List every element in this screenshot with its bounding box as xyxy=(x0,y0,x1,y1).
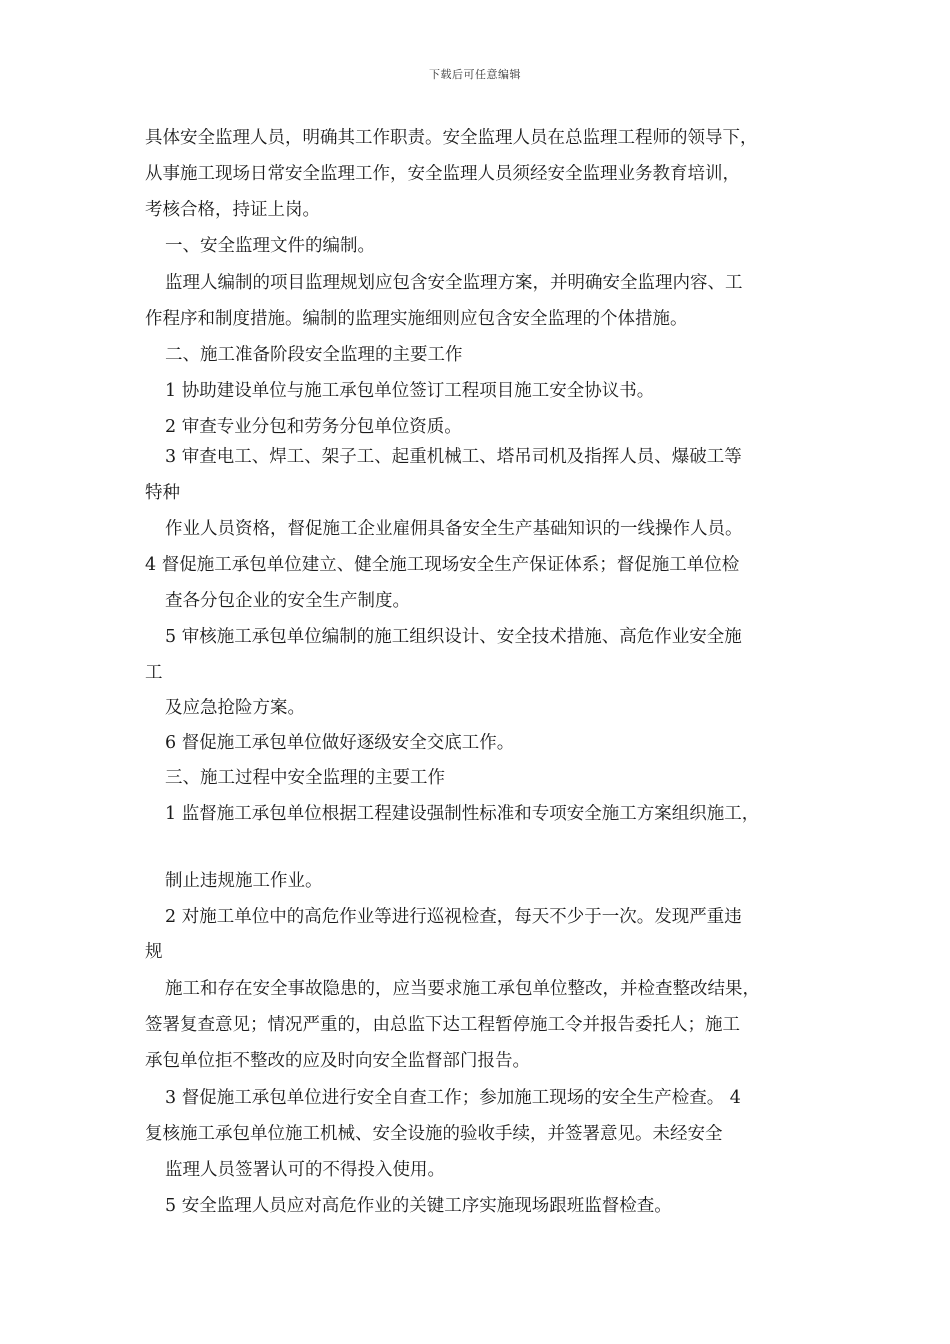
list-item-3-3: 3 督促施工承包单位进行安全自查工作；参加施工现场的安全生产检查。 4 xyxy=(165,1088,741,1108)
list-item-3-2-wrap: 规 xyxy=(145,942,163,962)
page-header: 下载后可任意编辑 xyxy=(429,68,521,81)
section-heading-3: 三、施工过程中安全监理的主要工作 xyxy=(165,768,445,788)
list-item-3-2-cont-3: 承包单位拒不整改的应及时向安全监督部门报告。 xyxy=(145,1051,530,1071)
list-item-3-2: 2 对施工单位中的高危作业等进行巡视检查，每天不少于一次。发现严重违 xyxy=(165,907,742,927)
list-item-3-5: 5 安全监理人员应对高危作业的关键工序实施现场跟班监督检查。 xyxy=(165,1196,672,1216)
list-item-2-3-wrap: 特种 xyxy=(145,483,180,503)
list-item-2-3-cont: 作业人员资格，督促施工企业雇佣具备安全生产基础知识的一线操作人员。 xyxy=(165,519,743,539)
list-item-2-5-cont: 及应急抢险方案。 xyxy=(165,698,305,718)
text-line-1: 具体安全监理人员，明确其工作职责。安全监理人员在总监理工程师的领导下， xyxy=(145,128,758,148)
section-heading-1: 一、安全监理文件的编制。 xyxy=(165,236,375,256)
list-item-3-1: 1 监督施工承包单位根据工程建设强制性标准和专项安全施工方案组织施工， xyxy=(165,804,760,824)
list-item-2-6: 6 督促施工承包单位做好逐级安全交底工作。 xyxy=(165,733,515,753)
list-item-3-4-cont: 监理人员签署认可的不得投入使用。 xyxy=(165,1160,445,1180)
list-item-3-1-cont: 制止违规施工作业。 xyxy=(165,871,323,891)
text-line-2: 从事施工现场日常安全监理工作，安全监理人员须经安全监理业务教育培训， xyxy=(145,164,740,184)
list-item-2-1: 1 协助建设单位与施工承包单位签订工程项目施工安全协议书。 xyxy=(165,381,655,401)
list-item-3-2-cont: 施工和存在安全事故隐患的，应当要求施工承包单位整改，并检查整改结果， xyxy=(165,979,760,999)
text-line-3: 考核合格，持证上岗。 xyxy=(145,200,320,220)
list-item-3-2-cont-2: 签署复查意见；情况严重的，由总监下达工程暂停施工令并报告委托人；施工 xyxy=(145,1015,740,1035)
list-item-2-2: 2 审查专业分包和劳务分包单位资质。 xyxy=(165,417,462,437)
text-line-5: 监理人编制的项目监理规划应包含安全监理方案，并明确安全监理内容、工 xyxy=(165,273,743,293)
list-item-2-4: 4 督促施工承包单位建立、健全施工现场安全生产保证体系；督促施工单位检 xyxy=(145,555,740,575)
list-item-2-4-cont: 查各分包企业的安全生产制度。 xyxy=(165,591,410,611)
list-item-2-5: 5 审核施工承包单位编制的施工组织设计、安全技术措施、高危作业安全施 xyxy=(165,627,742,647)
section-heading-2: 二、施工准备阶段安全监理的主要工作 xyxy=(165,345,463,365)
list-item-2-3: 3 审查电工、焊工、架子工、起重机械工、塔吊司机及指挥人员、爆破工等 xyxy=(165,447,742,467)
text-line-6: 作程序和制度措施。编制的监理实施细则应包含安全监理的个体措施。 xyxy=(145,309,688,329)
list-item-3-4: 复核施工承包单位施工机械、安全设施的验收手续，并签署意见。未经安全 xyxy=(145,1124,723,1144)
list-item-2-5-wrap: 工 xyxy=(145,663,163,683)
